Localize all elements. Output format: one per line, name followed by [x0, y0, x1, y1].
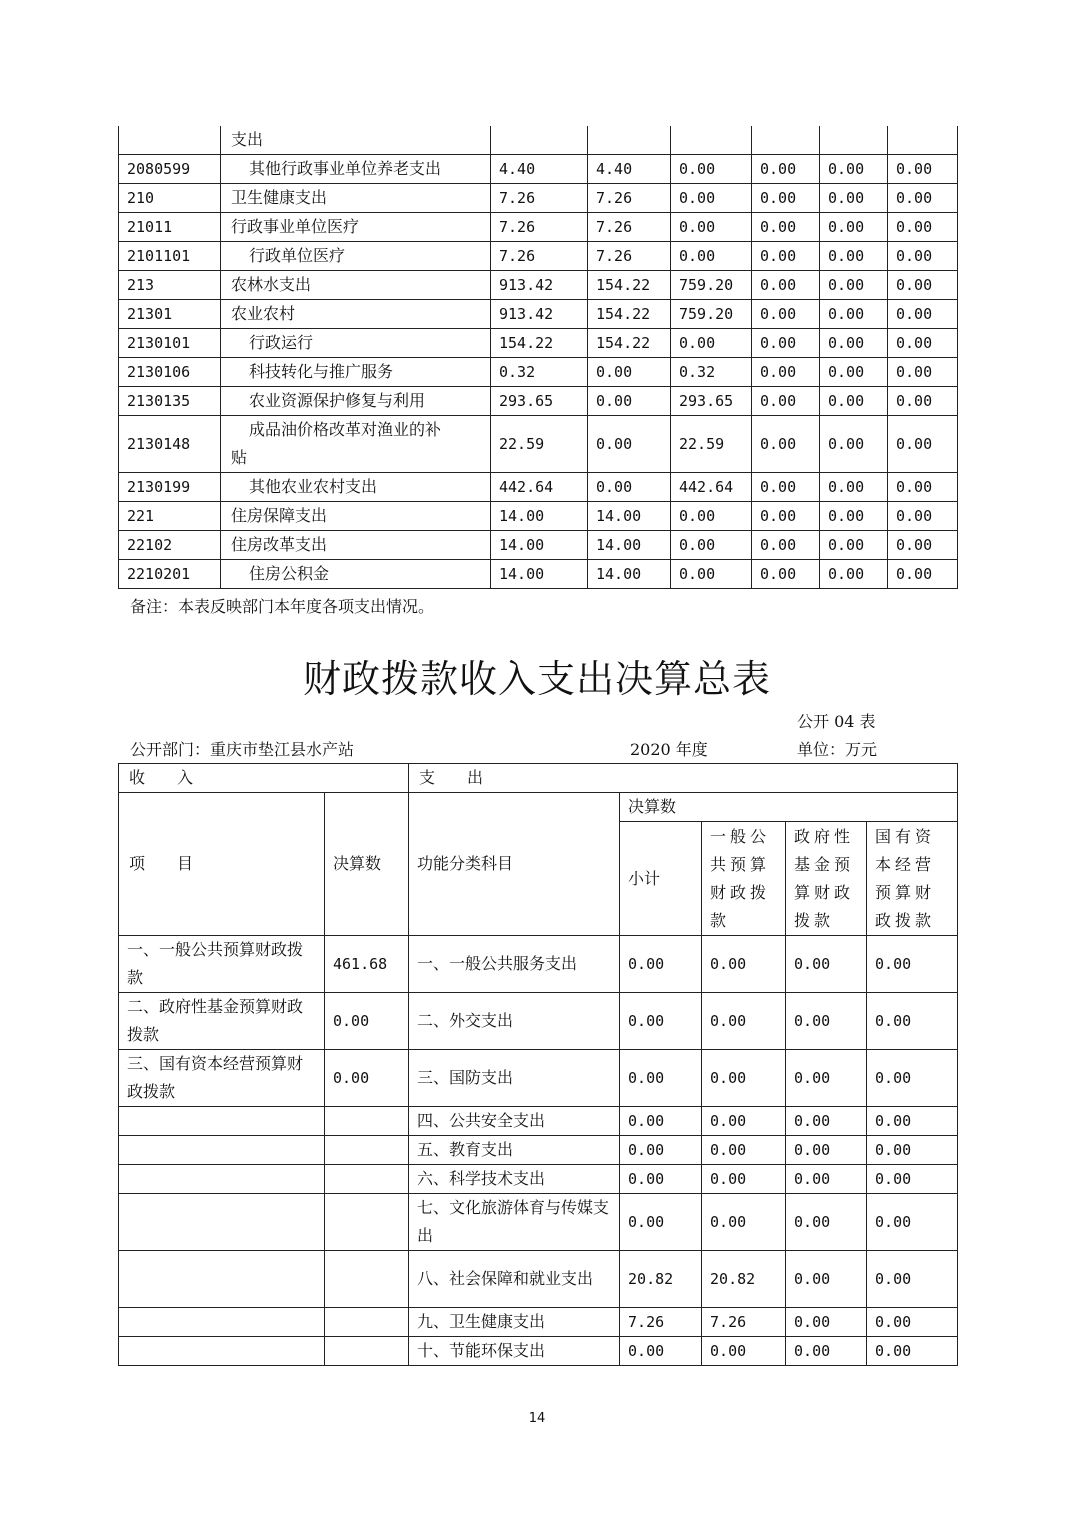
amount-cell: 14.00: [491, 502, 588, 531]
subject-name: 住房保障支出: [221, 502, 491, 531]
amount-cell: [752, 126, 820, 155]
amount-cell: 0.00: [888, 473, 958, 502]
subject-code: 2130106: [119, 358, 221, 387]
income-amount: [325, 1308, 409, 1337]
subject-name: 卫生健康支出: [221, 184, 491, 213]
subject-code: 21011: [119, 213, 221, 242]
table-row: [119, 1050, 958, 1107]
amount-cell: 14.00: [491, 531, 588, 560]
subject-code: 2130199: [119, 473, 221, 502]
amount-cell: 0.00: [888, 329, 958, 358]
expense-amount: 0.00: [867, 1050, 958, 1107]
amount-cell: 0.00: [888, 242, 958, 271]
amount-cell: 759.20: [671, 300, 752, 329]
amount-cell: 14.00: [588, 531, 671, 560]
income-item: [119, 1194, 325, 1251]
amount-cell: 0.00: [752, 387, 820, 416]
subject-code: 2101101: [119, 242, 221, 271]
amount-cell: 0.00: [820, 502, 888, 531]
expense-amount: 0.00: [786, 1107, 867, 1136]
amount-cell: 0.00: [888, 213, 958, 242]
amount-cell: 0.00: [888, 358, 958, 387]
amount-cell: 0.00: [820, 300, 888, 329]
subject-name: 行政单位医疗: [221, 242, 491, 271]
amount-cell: 4.40: [588, 155, 671, 184]
subject-name: 其他农业农村支出: [221, 473, 491, 502]
expenditure-detail-table: [118, 126, 958, 589]
amount-cell: 0.00: [888, 300, 958, 329]
expense-amount: 0.00: [620, 1337, 702, 1366]
expense-amount: 0.00: [786, 936, 867, 993]
function-subject: 三、国防支出: [409, 1050, 620, 1107]
amount-cell: 0.00: [820, 329, 888, 358]
subject-name: [221, 416, 491, 473]
amount-cell: 0.00: [671, 560, 752, 589]
amount-cell: 14.00: [588, 560, 671, 589]
amount-cell: 154.22: [588, 271, 671, 300]
item-column-header: 项 目: [119, 793, 325, 936]
amount-cell: 154.22: [588, 329, 671, 358]
amount-cell: 0.00: [820, 560, 888, 589]
expense-amount: 0.00: [867, 1308, 958, 1337]
function-subject: 二、外交支出: [409, 993, 620, 1050]
amount-cell: 7.26: [491, 184, 588, 213]
subtotal-header: 小计: [620, 822, 702, 936]
income-item: 三、国有资本经营预算财政拨款: [119, 1050, 325, 1107]
table-row: [119, 1308, 958, 1337]
table-row: [119, 531, 958, 560]
expense-amount: 0.00: [702, 1194, 786, 1251]
amount-cell: 0.00: [888, 502, 958, 531]
appropriation-summary-table: [118, 763, 958, 1366]
amount-cell: 0.00: [752, 271, 820, 300]
amount-cell: 7.26: [588, 242, 671, 271]
table-row: [119, 1337, 958, 1366]
subject-name: 支出: [221, 126, 491, 155]
subject-code: 2210201: [119, 560, 221, 589]
table-row: [119, 416, 958, 473]
amount-cell: 7.26: [588, 184, 671, 213]
subject-name: 其他行政事业单位养老支出: [221, 155, 491, 184]
table-row: [119, 1194, 958, 1251]
amount-cell: [671, 126, 752, 155]
income-item: 一、一般公共预算财政拨款: [119, 936, 325, 993]
function-subject: 九、卫生健康支出: [409, 1308, 620, 1337]
amount-cell: 0.00: [752, 184, 820, 213]
expense-amount: 0.00: [867, 1251, 958, 1308]
amount-cell: 0.00: [588, 416, 671, 473]
amount-cell: 0.00: [752, 155, 820, 184]
amount-cell: 293.65: [671, 387, 752, 416]
amount-cell: 0.00: [671, 531, 752, 560]
amount-cell: 7.26: [588, 213, 671, 242]
expense-amount: 0.00: [786, 993, 867, 1050]
expense-amount: 0.00: [702, 993, 786, 1050]
expense-amount: 20.82: [702, 1251, 786, 1308]
subject-code: 213: [119, 271, 221, 300]
subject-name: 农林水支出: [221, 271, 491, 300]
amount-cell: 0.00: [820, 271, 888, 300]
page-title: 财政拨款收入支出决算总表: [302, 657, 771, 701]
table-row: [119, 329, 958, 358]
subject-name: 住房公积金: [221, 560, 491, 589]
unit-label: 单位：万元: [797, 740, 878, 759]
expense-amount: 7.26: [620, 1308, 702, 1337]
form-number: 公开 04 表: [797, 712, 876, 731]
income-item: [119, 1136, 325, 1165]
table-row: [119, 155, 958, 184]
subject-name: 行政事业单位医疗: [221, 213, 491, 242]
table-row: [119, 560, 958, 589]
expense-amount: 20.82: [620, 1251, 702, 1308]
subject-code: 210: [119, 184, 221, 213]
subject-name: 行政运行: [221, 329, 491, 358]
subject-name: 住房改革支出: [221, 531, 491, 560]
amount-cell: 0.00: [752, 502, 820, 531]
expense-amount: 0.00: [867, 1165, 958, 1194]
expense-amount: 0.00: [620, 1107, 702, 1136]
income-item: [119, 1165, 325, 1194]
income-amount: [325, 1165, 409, 1194]
amount-cell: 0.00: [820, 473, 888, 502]
amount-cell: 0.00: [820, 416, 888, 473]
amount-cell: 442.64: [671, 473, 752, 502]
amount-cell: 0.32: [671, 358, 752, 387]
function-subject: 十、节能环保支出: [409, 1337, 620, 1366]
expense-amount: 0.00: [786, 1194, 867, 1251]
function-column-header: 功能分类科目: [409, 793, 620, 936]
income-amount: [325, 1251, 409, 1308]
amount-cell: 0.00: [752, 213, 820, 242]
table-row: [119, 1165, 958, 1194]
amount-cell: 0.00: [752, 358, 820, 387]
amount-cell: 0.00: [671, 502, 752, 531]
table-row: [119, 300, 958, 329]
expense-amount: 0.00: [620, 936, 702, 993]
amount-cell: 0.00: [888, 387, 958, 416]
expense-amount: 0.00: [867, 993, 958, 1050]
subject-code: 2130135: [119, 387, 221, 416]
subject-code: 2130101: [119, 329, 221, 358]
subject-code: 21301: [119, 300, 221, 329]
amount-cell: 0.32: [491, 358, 588, 387]
amount-cell: 14.00: [588, 502, 671, 531]
income-item: [119, 1308, 325, 1337]
amount-cell: 0.00: [588, 473, 671, 502]
table-row: [119, 936, 958, 993]
income-amount: [325, 1194, 409, 1251]
amount-cell: 0.00: [752, 473, 820, 502]
table-row: [119, 473, 958, 502]
amount-cell: 0.00: [671, 155, 752, 184]
final-amount-header: 决算数: [620, 793, 958, 822]
function-subject: 七、文化旅游体育与传媒支出: [409, 1194, 620, 1251]
state-capital-header: 国有资本经营预算财政拨款: [867, 822, 958, 936]
amount-cell: 0.00: [888, 416, 958, 473]
page-number: 14: [528, 1411, 546, 1426]
amount-cell: 0.00: [671, 242, 752, 271]
expense-amount: 0.00: [620, 1050, 702, 1107]
income-amount: 0.00: [325, 1050, 409, 1107]
expense-amount: 0.00: [702, 1337, 786, 1366]
amount-cell: 154.22: [491, 329, 588, 358]
expense-amount: 0.00: [786, 1308, 867, 1337]
amount-cell: 22.59: [491, 416, 588, 473]
subject-name-line: 成品油价格改革对渔业的补: [249, 420, 442, 439]
subject-code: 221: [119, 502, 221, 531]
expense-amount: 0.00: [786, 1050, 867, 1107]
function-subject: 四、公共安全支出: [409, 1107, 620, 1136]
amount-column-header: 决算数: [325, 793, 409, 936]
amount-cell: 293.65: [491, 387, 588, 416]
subject-code: 22102: [119, 531, 221, 560]
expense-amount: 0.00: [786, 1165, 867, 1194]
year-label: 2020 年度: [630, 740, 708, 759]
expense-amount: 0.00: [620, 1165, 702, 1194]
amount-cell: 0.00: [888, 531, 958, 560]
table-row: [119, 1136, 958, 1165]
amount-cell: 0.00: [588, 387, 671, 416]
table-row: [119, 213, 958, 242]
table-row: [119, 358, 958, 387]
amount-cell: 0.00: [888, 271, 958, 300]
amount-cell: 7.26: [491, 242, 588, 271]
expense-amount: 0.00: [702, 936, 786, 993]
expense-amount: 0.00: [786, 1136, 867, 1165]
amount-cell: 0.00: [820, 358, 888, 387]
amount-cell: 0.00: [752, 560, 820, 589]
expense-amount: 0.00: [867, 1194, 958, 1251]
amount-cell: 14.00: [491, 560, 588, 589]
amount-cell: 0.00: [820, 242, 888, 271]
amount-cell: 0.00: [820, 155, 888, 184]
amount-cell: 0.00: [820, 184, 888, 213]
amount-cell: 0.00: [820, 387, 888, 416]
amount-cell: 22.59: [671, 416, 752, 473]
expense-amount: 0.00: [702, 1165, 786, 1194]
amount-cell: 0.00: [888, 184, 958, 213]
amount-cell: 0.00: [752, 300, 820, 329]
function-subject: 八、社会保障和就业支出: [409, 1251, 620, 1308]
table-row: [119, 1107, 958, 1136]
amount-cell: 442.64: [491, 473, 588, 502]
amount-cell: 913.42: [491, 271, 588, 300]
subject-name-line: 贴: [231, 448, 248, 467]
expense-amount: 0.00: [786, 1251, 867, 1308]
amount-cell: 0.00: [752, 329, 820, 358]
expense-amount: 0.00: [620, 1136, 702, 1165]
income-amount: [325, 1107, 409, 1136]
expense-amount: 0.00: [620, 1194, 702, 1251]
amount-cell: 0.00: [671, 329, 752, 358]
function-subject: 一、一般公共服务支出: [409, 936, 620, 993]
amount-cell: 0.00: [671, 213, 752, 242]
general-budget-header: 一般公共预算财政拨款: [702, 822, 786, 936]
amount-cell: 0.00: [752, 242, 820, 271]
income-amount: 0.00: [325, 993, 409, 1050]
function-subject: 五、教育支出: [409, 1136, 620, 1165]
amount-cell: 7.26: [491, 213, 588, 242]
expense-amount: 0.00: [867, 1107, 958, 1136]
amount-cell: 0.00: [671, 184, 752, 213]
amount-cell: 0.00: [888, 155, 958, 184]
expense-amount: 0.00: [867, 936, 958, 993]
subject-code: 2080599: [119, 155, 221, 184]
amount-cell: 759.20: [671, 271, 752, 300]
expense-amount: 0.00: [702, 1136, 786, 1165]
expense-amount: 0.00: [620, 993, 702, 1050]
subject-name: 农业资源保护修复与利用: [221, 387, 491, 416]
subject-code: 2130148: [119, 416, 221, 473]
amount-cell: 154.22: [588, 300, 671, 329]
amount-cell: [491, 126, 588, 155]
expense-amount: 0.00: [867, 1337, 958, 1366]
income-amount: [325, 1337, 409, 1366]
amount-cell: [888, 126, 958, 155]
table-row: [119, 1251, 958, 1308]
table-row: [119, 993, 958, 1050]
amount-cell: [588, 126, 671, 155]
income-header: 收 入: [119, 764, 409, 793]
income-item: 二、政府性基金预算财政拨款: [119, 993, 325, 1050]
subject-name: 科技转化与推广服务: [221, 358, 491, 387]
expense-amount: 0.00: [702, 1107, 786, 1136]
expense-header: 支 出: [409, 764, 958, 793]
expense-amount: 0.00: [867, 1136, 958, 1165]
income-amount: [325, 1136, 409, 1165]
amount-cell: [820, 126, 888, 155]
income-item: [119, 1337, 325, 1366]
income-item: [119, 1251, 325, 1308]
function-subject: 六、科学技术支出: [409, 1165, 620, 1194]
amount-cell: 0.00: [820, 531, 888, 560]
amount-cell: 0.00: [752, 416, 820, 473]
expense-amount: 0.00: [702, 1050, 786, 1107]
amount-cell: 4.40: [491, 155, 588, 184]
subject-name: 农业农村: [221, 300, 491, 329]
income-item: [119, 1107, 325, 1136]
fund-budget-header: 政府性基金预算财政拨款: [786, 822, 867, 936]
subject-code: [119, 126, 221, 155]
income-amount: 461.68: [325, 936, 409, 993]
amount-cell: 0.00: [820, 213, 888, 242]
table-row: [119, 242, 958, 271]
table-note: 备注：本表反映部门本年度各项支出情况。: [130, 597, 435, 616]
department-label: 公开部门：重庆市垫江县水产站: [130, 740, 355, 759]
amount-cell: 0.00: [588, 358, 671, 387]
table-row: [119, 502, 958, 531]
table-row: [119, 387, 958, 416]
amount-cell: 913.42: [491, 300, 588, 329]
table-row: [119, 126, 958, 155]
amount-cell: 0.00: [752, 531, 820, 560]
table-row: [119, 271, 958, 300]
table-row: [119, 184, 958, 213]
expense-amount: 0.00: [786, 1337, 867, 1366]
expense-amount: 7.26: [702, 1308, 786, 1337]
amount-cell: 0.00: [888, 560, 958, 589]
